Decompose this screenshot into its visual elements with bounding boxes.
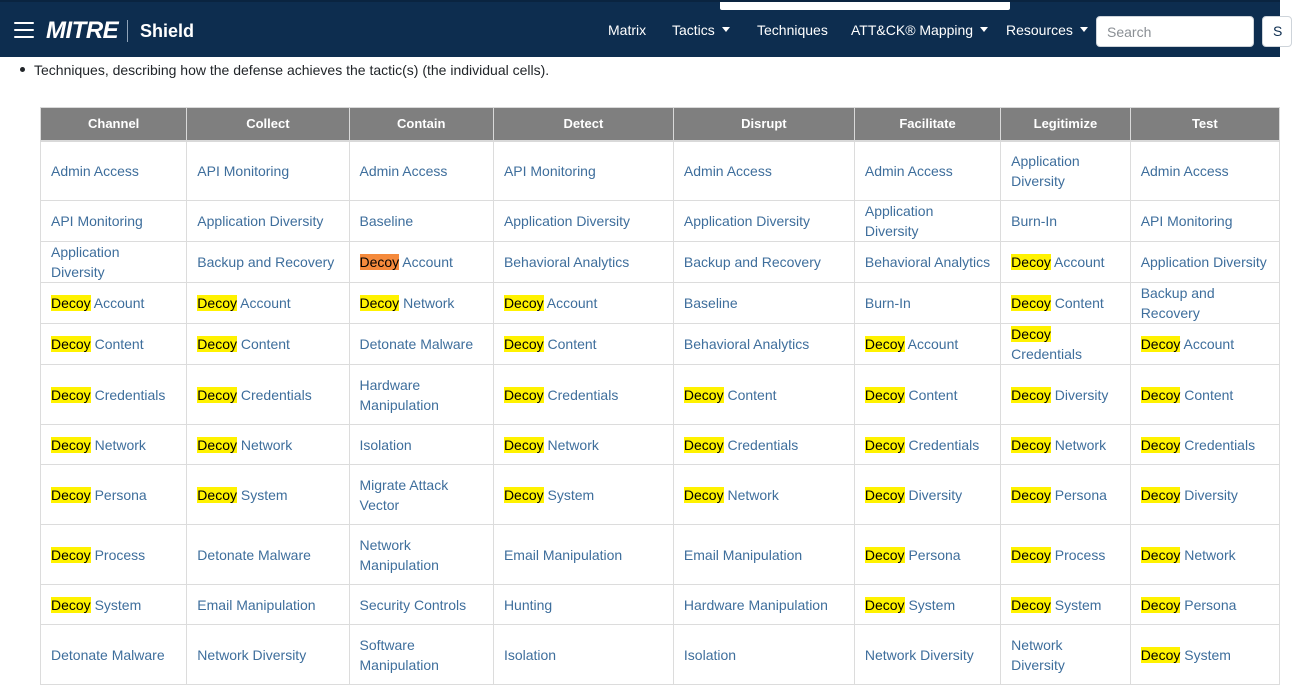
search-button[interactable]: S	[1262, 16, 1292, 47]
technique-link[interactable]: Behavioral Analytics	[683, 336, 810, 352]
matrix-cell	[673, 585, 854, 625]
matrix-cell	[854, 585, 1000, 625]
table-row	[41, 625, 1280, 685]
technique-link[interactable]: Network Diversity	[864, 646, 974, 663]
table-row	[41, 585, 1280, 625]
technique-link[interactable]: Decoy Credentials	[197, 386, 312, 403]
technique-link[interactable]: Decoy Credentials	[864, 436, 980, 453]
table-row	[41, 465, 1280, 525]
matrix-cell	[187, 141, 349, 201]
technique-link[interactable]: Hunting	[503, 596, 553, 613]
technique-link[interactable]: Detonate Malware	[197, 546, 311, 563]
technique-link[interactable]: Decoy System	[1140, 646, 1231, 663]
matrix-cell	[1130, 365, 1279, 425]
table-row	[41, 324, 1280, 365]
technique-link[interactable]: Application Diversity	[1140, 254, 1267, 270]
search-match-highlight: Decoy	[1140, 646, 1181, 663]
matrix-cell	[349, 242, 493, 283]
matrix-cell	[1001, 365, 1131, 425]
technique-link[interactable]: Decoy Credentials	[503, 386, 619, 403]
matrix-cell	[349, 365, 493, 425]
matrix-cell	[1001, 324, 1131, 365]
technique-link[interactable]: API Monitoring	[503, 162, 596, 179]
search-match-highlight: Decoy	[1011, 295, 1051, 311]
search-match-highlight: Decoy	[51, 486, 91, 503]
technique-link[interactable]: Email Manipulation	[503, 546, 623, 563]
matrix-cell	[854, 525, 1000, 585]
search-match-highlight: Decoy	[1011, 326, 1051, 342]
column-header-facilitate: Facilitate	[854, 108, 1000, 141]
search-match-highlight: Decoy	[1140, 386, 1181, 403]
search-match-highlight: Decoy	[197, 486, 237, 503]
column-header-disrupt: Disrupt	[673, 108, 854, 141]
technique-link[interactable]: API Monitoring	[197, 162, 290, 179]
technique-link[interactable]: Admin Access	[864, 162, 953, 179]
search-match-highlight: Decoy	[51, 336, 91, 352]
matrix-cell	[1001, 242, 1131, 283]
technique-link[interactable]: Decoy System	[51, 596, 142, 613]
technique-link[interactable]: Admin Access	[683, 162, 772, 179]
search-match-highlight: Decoy	[197, 386, 237, 403]
matrix-cell	[187, 201, 349, 242]
matrix-cell	[1130, 425, 1279, 465]
table-row	[41, 201, 1280, 242]
technique-link[interactable]: Decoy Network	[359, 295, 455, 311]
technique-link[interactable]: Baseline	[683, 295, 738, 311]
matrix-cell	[349, 283, 493, 324]
matrix-cell	[854, 625, 1000, 685]
search-match-highlight: Decoy	[197, 295, 237, 311]
search-match-highlight: Decoy	[1011, 386, 1051, 403]
matrix-cell	[41, 525, 187, 585]
matrix-cell	[41, 141, 187, 201]
technique-link[interactable]: Decoy Credentials	[51, 386, 166, 403]
search-match-highlight: Decoy	[1140, 336, 1181, 352]
table-row	[41, 525, 1280, 585]
column-header-collect: Collect	[187, 108, 349, 141]
matrix-cell	[854, 425, 1000, 465]
search-match-highlight: Decoy	[359, 254, 400, 270]
technique-link[interactable]: Application Diversity	[197, 213, 324, 229]
matrix-cell	[673, 525, 854, 585]
technique-link[interactable]: Admin Access	[1140, 162, 1229, 179]
matrix-cell	[493, 625, 673, 685]
column-header-detect: Detect	[493, 108, 673, 141]
nav-attack-mapping[interactable]: ATT&CK® Mapping	[851, 22, 988, 38]
search-match-highlight: Decoy	[864, 596, 905, 613]
matrix-cell	[854, 141, 1000, 201]
hamburger-menu-icon[interactable]	[14, 22, 34, 38]
technique-link[interactable]: Decoy Account	[359, 254, 453, 270]
technique-link[interactable]: Backup and Recovery	[197, 254, 335, 270]
search-match-highlight: Decoy	[51, 436, 91, 453]
table-row	[41, 283, 1280, 324]
technique-link[interactable]: Network Diversity	[197, 646, 307, 663]
column-header-contain: Contain	[349, 108, 493, 141]
matrix-cell	[493, 585, 673, 625]
matrix-cell	[673, 425, 854, 465]
technique-link[interactable]: Email Manipulation	[683, 546, 803, 563]
matrix-cell	[493, 525, 673, 585]
matrix-cell	[493, 201, 673, 242]
shield-brand[interactable]: Shield	[140, 21, 195, 41]
technique-link[interactable]: Decoy Diversity	[864, 486, 963, 503]
technique-link[interactable]: Decoy Content	[1011, 295, 1104, 311]
matrix-cell	[493, 283, 673, 324]
technique-link[interactable]: API Monitoring	[51, 213, 143, 229]
matrix-cell	[349, 525, 493, 585]
matrix-cell	[41, 201, 187, 242]
matrix-cell	[854, 365, 1000, 425]
search-match-highlight: Decoy	[1011, 436, 1051, 453]
shield-matrix-table	[40, 107, 1280, 685]
matrix-cell	[349, 141, 493, 201]
technique-link[interactable]: Burn-In	[1011, 213, 1058, 229]
technique-link[interactable]: Burn-In	[864, 295, 911, 311]
search-match-highlight: Decoy	[683, 386, 724, 403]
matrix-cell	[187, 585, 349, 625]
technique-link[interactable]: Decoy Network	[683, 486, 779, 503]
matrix-cell	[673, 365, 854, 425]
technique-link[interactable]: Decoy Process	[51, 546, 146, 563]
column-header-channel: Channel	[41, 108, 187, 141]
mitre-logo[interactable]: MITRE	[46, 17, 119, 44]
nav-tactics[interactable]: Tactics	[672, 22, 730, 38]
technique-link[interactable]: Decoy Credentials	[1140, 436, 1256, 453]
technique-link[interactable]: Isolation	[359, 436, 412, 453]
technique-link[interactable]: Decoy Persona	[1140, 596, 1237, 613]
technique-link[interactable]: Network Diversity	[1011, 636, 1065, 673]
matrix-cell	[41, 425, 187, 465]
matrix-cell	[187, 283, 349, 324]
search-match-highlight: Decoy	[1140, 546, 1181, 563]
technique-link[interactable]: Decoy Content	[197, 336, 290, 352]
technique-link[interactable]: Decoy Credentials	[1011, 326, 1082, 362]
search-match-highlight: Decoy	[864, 336, 905, 352]
matrix-cell	[673, 201, 854, 242]
matrix-cell	[493, 242, 673, 283]
technique-link[interactable]: Migrate Attack Vector	[359, 476, 449, 513]
matrix-cell	[493, 141, 673, 201]
browser-find-bar-edge	[720, 2, 1010, 10]
chevron-down-icon	[1080, 27, 1088, 32]
search-match-highlight: Decoy	[864, 386, 905, 403]
column-header-test: Test	[1130, 108, 1279, 141]
matrix-cell	[854, 465, 1000, 525]
chevron-down-icon	[722, 27, 730, 32]
matrix-cell	[673, 324, 854, 365]
search-match-highlight: Decoy	[864, 546, 905, 563]
technique-link[interactable]: Application Diversity	[683, 213, 810, 229]
technique-link[interactable]: Security Controls	[359, 596, 467, 613]
technique-link[interactable]: API Monitoring	[1140, 213, 1233, 229]
technique-link[interactable]: Application Diversity	[503, 213, 630, 229]
matrix-cell	[1001, 141, 1131, 201]
search-match-highlight: Decoy	[503, 295, 544, 311]
matrix-cell	[41, 625, 187, 685]
matrix-cell	[1130, 324, 1279, 365]
technique-link[interactable]: Decoy Process	[1011, 546, 1106, 563]
technique-link[interactable]: Decoy Persona	[1011, 486, 1107, 503]
matrix-cell	[187, 465, 349, 525]
technique-link[interactable]: Application Diversity	[51, 244, 120, 280]
technique-link[interactable]: Isolation	[683, 646, 737, 663]
matrix-cell	[1130, 242, 1279, 283]
matrix-cell	[1130, 201, 1279, 242]
matrix-cell	[1001, 201, 1131, 242]
nav-techniques[interactable]: Techniques	[757, 22, 828, 38]
technique-link[interactable]: Decoy Content	[51, 336, 144, 352]
search-match-highlight: Decoy	[51, 295, 91, 311]
matrix-cell	[1001, 465, 1131, 525]
search-input[interactable]	[1096, 16, 1254, 47]
search-match-highlight: Decoy	[503, 336, 544, 352]
search-match-highlight: Decoy	[1140, 596, 1181, 613]
technique-link[interactable]: Email Manipulation	[197, 596, 316, 613]
matrix-cell	[41, 465, 187, 525]
technique-link[interactable]: Decoy Network	[51, 436, 146, 453]
technique-link[interactable]: Decoy Content	[683, 386, 777, 403]
technique-link[interactable]: Decoy Network	[1011, 436, 1107, 453]
technique-link[interactable]: Decoy Network	[197, 436, 293, 453]
matrix-cell	[187, 324, 349, 365]
technique-link[interactable]: Decoy Persona	[864, 546, 961, 563]
technique-link[interactable]: Decoy Diversity	[1011, 386, 1109, 403]
technique-link[interactable]: Decoy Account	[51, 295, 145, 311]
matrix-cell	[187, 365, 349, 425]
table-row	[41, 242, 1280, 283]
search-match-highlight: Decoy	[864, 486, 905, 503]
technique-link[interactable]: Decoy Content	[864, 386, 958, 403]
table-row	[41, 365, 1280, 425]
technique-link[interactable]: Decoy Credentials	[683, 436, 799, 453]
technique-link[interactable]: Decoy Content	[1140, 386, 1234, 403]
matrix-cell	[493, 425, 673, 465]
nav-matrix[interactable]: Matrix	[608, 22, 647, 38]
search-match-highlight: Decoy	[503, 386, 544, 403]
matrix-cell	[41, 242, 187, 283]
search-match-highlight: Decoy	[683, 436, 724, 453]
matrix-cell	[493, 365, 673, 425]
matrix-cell	[673, 625, 854, 685]
table-row	[41, 141, 1280, 201]
top-navbar	[0, 0, 1283, 57]
matrix-cell	[349, 425, 493, 465]
matrix-cell	[493, 324, 673, 365]
technique-link[interactable]: Application Diversity	[864, 203, 934, 239]
matrix-cell	[1130, 625, 1279, 685]
bullet-icon	[20, 67, 25, 72]
matrix-cell	[1001, 625, 1131, 685]
technique-link[interactable]: Network Manipulation	[359, 536, 439, 573]
table-row	[41, 425, 1280, 465]
search-match-highlight: Decoy	[1011, 546, 1051, 563]
matrix-cell	[854, 283, 1000, 324]
technique-link[interactable]: Decoy Account	[503, 295, 598, 311]
technique-link[interactable]: Behavioral Analytics	[503, 254, 630, 270]
matrix-cell	[349, 585, 493, 625]
technique-link[interactable]: Decoy System	[864, 596, 956, 613]
technique-link[interactable]: Backup and Recovery	[1140, 285, 1215, 321]
search-match-highlight: Decoy	[359, 295, 400, 311]
matrix-cell	[673, 283, 854, 324]
technique-link[interactable]: Decoy System	[197, 486, 288, 503]
matrix-cell	[41, 283, 187, 324]
search-match-highlight: Decoy	[51, 386, 91, 403]
matrix-cell	[1130, 283, 1279, 324]
matrix-cell	[1130, 141, 1279, 201]
technique-link[interactable]: Hardware Manipulation	[683, 596, 828, 613]
matrix-cell	[673, 465, 854, 525]
technique-link[interactable]: Decoy Network	[503, 436, 599, 453]
matrix-header-row	[41, 108, 1280, 141]
column-header-legitimize: Legitimize	[1001, 108, 1131, 141]
technique-link[interactable]: Decoy Account	[197, 295, 291, 311]
matrix-cell	[1001, 283, 1131, 324]
search-match-highlight: Decoy	[197, 336, 237, 352]
matrix-cell	[854, 242, 1000, 283]
technique-link[interactable]: Application Diversity	[1011, 152, 1080, 189]
search-match-highlight: Decoy	[51, 546, 91, 563]
matrix-cell	[1130, 525, 1279, 585]
matrix-cell	[854, 324, 1000, 365]
technique-link[interactable]: Baseline	[359, 213, 414, 229]
technique-link[interactable]: Detonate Malware	[359, 336, 474, 352]
search-match-highlight: Decoy	[503, 486, 544, 503]
search-match-highlight: Decoy	[683, 486, 724, 503]
matrix-cell	[187, 625, 349, 685]
nav-resources[interactable]: Resources	[1006, 22, 1088, 38]
search-match-highlight: Decoy	[1140, 436, 1181, 453]
technique-link[interactable]: Hardware Manipulation	[359, 376, 439, 413]
matrix-cell	[187, 425, 349, 465]
matrix-cell	[349, 324, 493, 365]
technique-link[interactable]: Decoy Content	[503, 336, 597, 352]
matrix-cell	[1001, 525, 1131, 585]
technique-link[interactable]: Decoy System	[1011, 596, 1102, 613]
matrix-cell	[1001, 585, 1131, 625]
technique-link[interactable]: Decoy Network	[1140, 546, 1236, 563]
search-match-highlight: Decoy	[1140, 486, 1181, 503]
technique-link[interactable]: Decoy System	[503, 486, 595, 503]
matrix-cell	[493, 465, 673, 525]
matrix-cell	[41, 585, 187, 625]
search-match-highlight: Decoy	[1011, 596, 1051, 613]
technique-link[interactable]: Detonate Malware	[51, 646, 165, 663]
search-match-highlight: Decoy	[1011, 254, 1051, 270]
matrix-cell	[41, 324, 187, 365]
technique-link[interactable]: Admin Access	[359, 162, 448, 179]
search-match-highlight: Decoy	[503, 436, 544, 453]
matrix-cell	[187, 242, 349, 283]
logo-divider	[127, 20, 128, 42]
matrix-cell	[349, 201, 493, 242]
search-match-highlight: Decoy	[1011, 486, 1051, 503]
matrix-cell	[1001, 425, 1131, 465]
techniques-bullet	[20, 62, 549, 78]
technique-link[interactable]: Admin Access	[51, 162, 139, 179]
technique-link[interactable]: Behavioral Analytics	[864, 254, 991, 270]
technique-link[interactable]: Decoy Persona	[51, 486, 147, 503]
matrix-cell	[1130, 465, 1279, 525]
search-match-highlight: Decoy	[51, 596, 91, 613]
matrix-cell	[187, 525, 349, 585]
matrix-cell	[41, 365, 187, 425]
technique-link[interactable]: Decoy Diversity	[1140, 486, 1238, 503]
chevron-down-icon	[980, 27, 988, 32]
matrix-cell	[854, 201, 1000, 242]
technique-link[interactable]: Software Manipulation	[359, 636, 439, 673]
matrix-cell	[1130, 585, 1279, 625]
technique-link[interactable]: Decoy Account	[1140, 336, 1235, 352]
matrix-cell	[349, 625, 493, 685]
technique-link[interactable]: Decoy Account	[1011, 254, 1105, 270]
matrix-cell	[349, 465, 493, 525]
technique-link[interactable]: Decoy Account	[864, 336, 959, 352]
technique-link[interactable]: Backup and Recovery	[683, 254, 821, 270]
technique-link[interactable]: Isolation	[503, 646, 557, 663]
matrix-cell	[673, 141, 854, 201]
search-match-highlight: Decoy	[864, 436, 905, 453]
bullet-text: Techniques, describing how the defense achieves the tactic(s) (the individual cells).	[34, 62, 550, 78]
matrix-cell	[673, 242, 854, 283]
search-match-highlight: Decoy	[197, 436, 237, 453]
